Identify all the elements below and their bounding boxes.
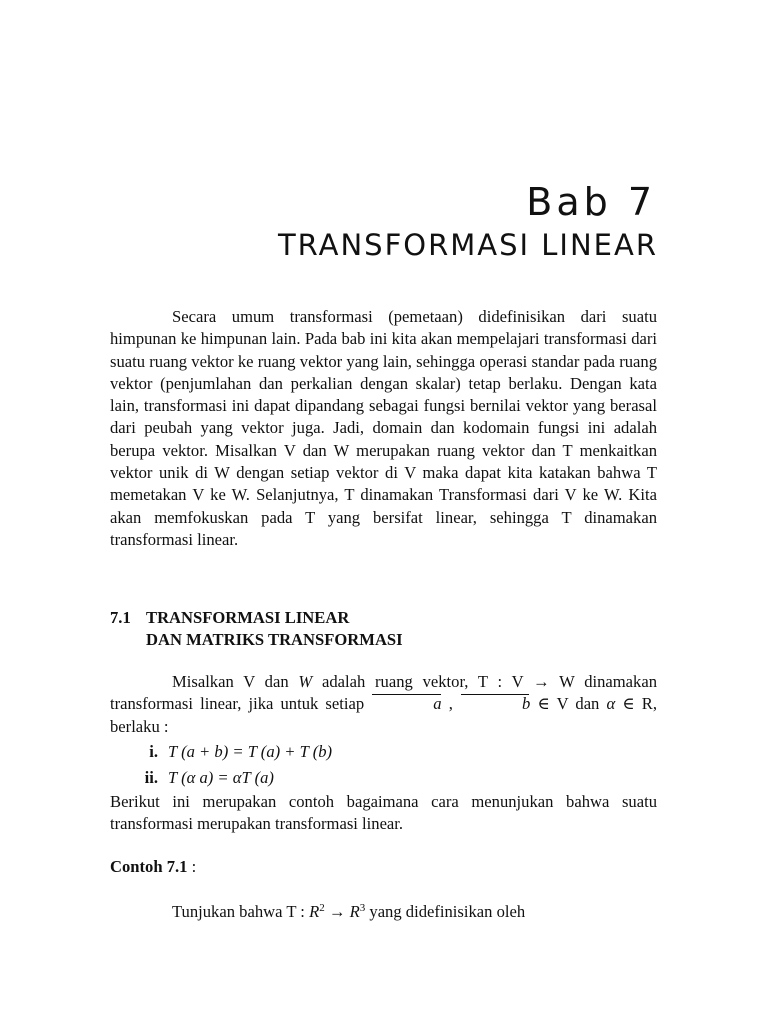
domain-space: R [309, 902, 320, 921]
definition-paragraph [110, 671, 657, 738]
definition-text-4: ∈ V dan [530, 694, 607, 714]
property-formula: T (α a) = αT (a) [168, 768, 274, 787]
definition-text-1: Misalkan V dan [172, 672, 299, 691]
definition-text-2: adalah ruang vektor, T : V [312, 672, 534, 691]
property-label: ii. [144, 768, 158, 787]
definition-text-5: ∈ R, berlaku : [110, 694, 657, 736]
alpha-symbol: α [606, 694, 616, 714]
definition-comma: , [441, 694, 461, 714]
section-number: 7.1 [110, 608, 131, 627]
example-label-text: Contoh 7.1 [110, 857, 188, 876]
arrow-symbol: → [533, 672, 550, 691]
property-label: i. [149, 742, 158, 761]
section-heading [110, 607, 403, 651]
property-formula: T (a + b) = T (a) + T (b) [168, 742, 333, 761]
example-label [110, 856, 196, 878]
property-homogeneity [110, 765, 332, 791]
example-intro-paragraph: Berikut ini merupakan contoh bagaimana cara menunjukan bahwa suatu transformasi merupakan transformasi linear. [110, 792, 657, 834]
vector-b: b [460, 693, 530, 715]
arrow-symbol: → [328, 902, 346, 921]
domain-exponent: 2 [319, 902, 325, 914]
definition-text-3: W dinamakan transformasi linear, jika untuk setiap [110, 672, 658, 714]
section-title-line1: TRANSFORMASI LINEAR [146, 608, 350, 627]
codomain-exponent: 3 [359, 902, 366, 914]
codomain-space: R [349, 902, 360, 921]
chapter-number: Bab 7 [526, 180, 656, 224]
example-label-colon: : [187, 857, 197, 876]
property-list [110, 739, 332, 791]
example-text-before: Tunjukan bahwa T : [172, 902, 310, 921]
example-text-after: yang didefinisikan oleh [365, 902, 526, 921]
property-additivity [110, 739, 332, 765]
intro-paragraph: Secara umum transformasi (pemetaan) didefinisikan dari suatu himpunan ke himpunan lain. Pada bab ini kita akan mempelajari transformasi dari suatu ruang vektor ke ruang vektor yang lain, sehingga operasi standar pada ruang vektor (penjumlahan dan perkalian dengan skalar) tetap berlaku. Dengan kata lain, transformasi ini dapat dipandang sebagai fungsi bernilai vektor yang berasal dari peubah yang vektor juga. Jadi, domain dan kodomain fungsi ini adalah berupa vektor. Misalkan V dan W merupakan ruang vektor dan T menkaitkan vektor unik di W dengan setiap vektor di V maka dapat kita katakan bahwa T memetakan V ke W. Selanjutnya, T dinamakan Transformasi dari V ke W. Kita akan memfokuskan pada T yang bersifat linear, sehingga T dinamakan transformasi linear. [110, 307, 657, 549]
chapter-title: TRANSFORMASI LINEAR [277, 228, 658, 262]
section-title-line2: DAN MATRIKS TRANSFORMASI [146, 630, 403, 649]
vector-a: a [371, 693, 441, 715]
definition-W: W [298, 672, 313, 691]
example-statement [172, 901, 525, 923]
